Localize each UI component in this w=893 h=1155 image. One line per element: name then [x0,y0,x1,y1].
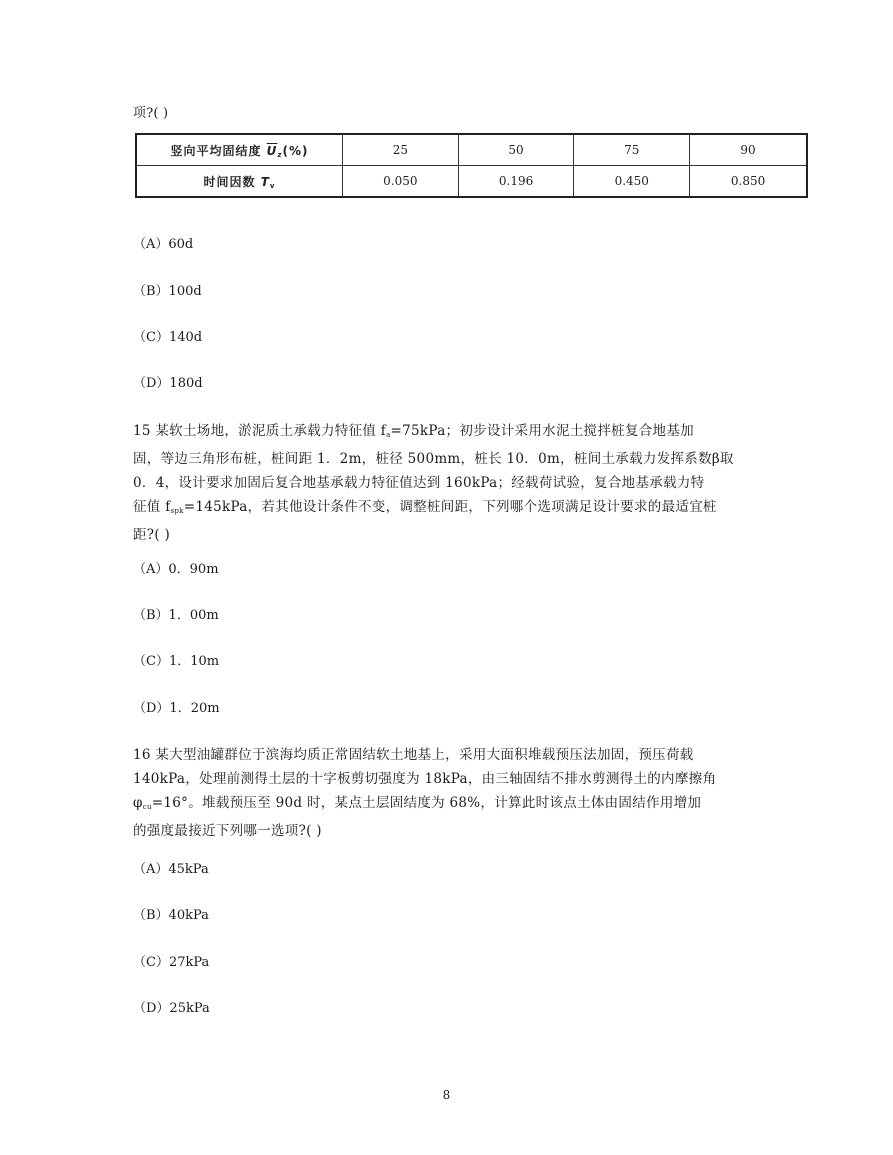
text-line: 的强度最接近下列哪一选项?( ) [133,823,322,839]
q14-option-a: （A）60d [133,237,194,252]
header-text: 竖向平均固结度 [170,143,267,158]
table-cell: 0.050 [343,166,459,198]
header-subscript: z [277,150,283,159]
text-line: 固，等边三角形布桩，桩间距 1．2m，桩径 500mm，桩长 10．0m，桩间土承载力发挥系数β取 [133,451,734,467]
q14-option-c: （C）140d [133,330,203,345]
table-cell: 25 [343,134,459,166]
q15-option-c: （C）1．10m [133,654,220,669]
text-run: =75kPa；初步设计采用水泥土搅拌桩复合地基加 [390,423,694,439]
table-cell: 90 [690,134,807,166]
question-15-stem [133,419,773,547]
q16-option-a: （A）45kPa [133,862,209,877]
q14-option-d: （D）180d [133,376,203,391]
subscript: a [386,431,391,439]
table-row [136,134,807,166]
subscript: spk [170,507,184,515]
table-cell: 0.196 [458,166,574,198]
text-line: 16 某大型油罐群位于滨海均质正常固结软土地基上，采用大面积堆载预压法加固，预压荷载 [133,747,694,763]
text-run: =16°。堆载预压至 90d 时，某点土层固结度为 68%，计算此时该点土体由固结作用增加 [151,795,702,811]
header-unit: (%) [282,143,309,158]
text-line [133,495,773,523]
table-cell: 0.450 [574,166,690,198]
q15-option-b: （B）1．00m [133,608,219,623]
consolidation-table [135,133,808,198]
table-cell: 0.850 [690,166,807,198]
question-16-stem [133,743,773,843]
text-line: 140kPa，处理前测得土层的十字板剪切强度为 18kPa，由三轴固结不排水剪测得土的内摩擦角 [133,771,717,787]
table-header-consolidation [136,134,343,166]
text-run: 15 某软土场地，淤泥质土承载力特征值 f [133,423,387,439]
q16-option-c: （C）27kPa [133,955,210,970]
header-symbol: T [260,174,270,189]
table-cell: 50 [458,134,574,166]
header-symbol: $\overline{U}$ [266,143,278,158]
text-run: 征值 f [133,499,171,515]
table-row [136,166,807,198]
text-line [133,791,773,819]
question-14-tail: 项?( ) [133,106,169,121]
page-number: 8 [442,1088,451,1102]
text-run: φ [133,795,143,811]
q16-option-b: （B）40kPa [133,908,209,923]
table-cell: 75 [574,134,690,166]
q16-option-d: （D）25kPa [133,1001,210,1016]
q14-option-b: （B）100d [133,284,202,299]
text-line [133,419,773,447]
text-run: =145kPa，若其他设计条件不变，调整桩间距，下列哪个选项满足设计要求的最适宜桩 [183,499,717,515]
q15-option-d: （D）1．20m [133,701,220,716]
table-header-time-factor [136,166,343,198]
subscript: cu [142,803,152,811]
q15-option-a: （A）0．90m [133,562,219,577]
header-subscript: v [269,181,276,190]
text-line: 距?( ) [133,527,171,543]
header-text: 时间因数 [203,174,261,189]
text-line: 0．4，设计要求加固后复合地基承载力特征值达到 160kPa；经载荷试验，复合地基承载力特 [133,475,705,491]
